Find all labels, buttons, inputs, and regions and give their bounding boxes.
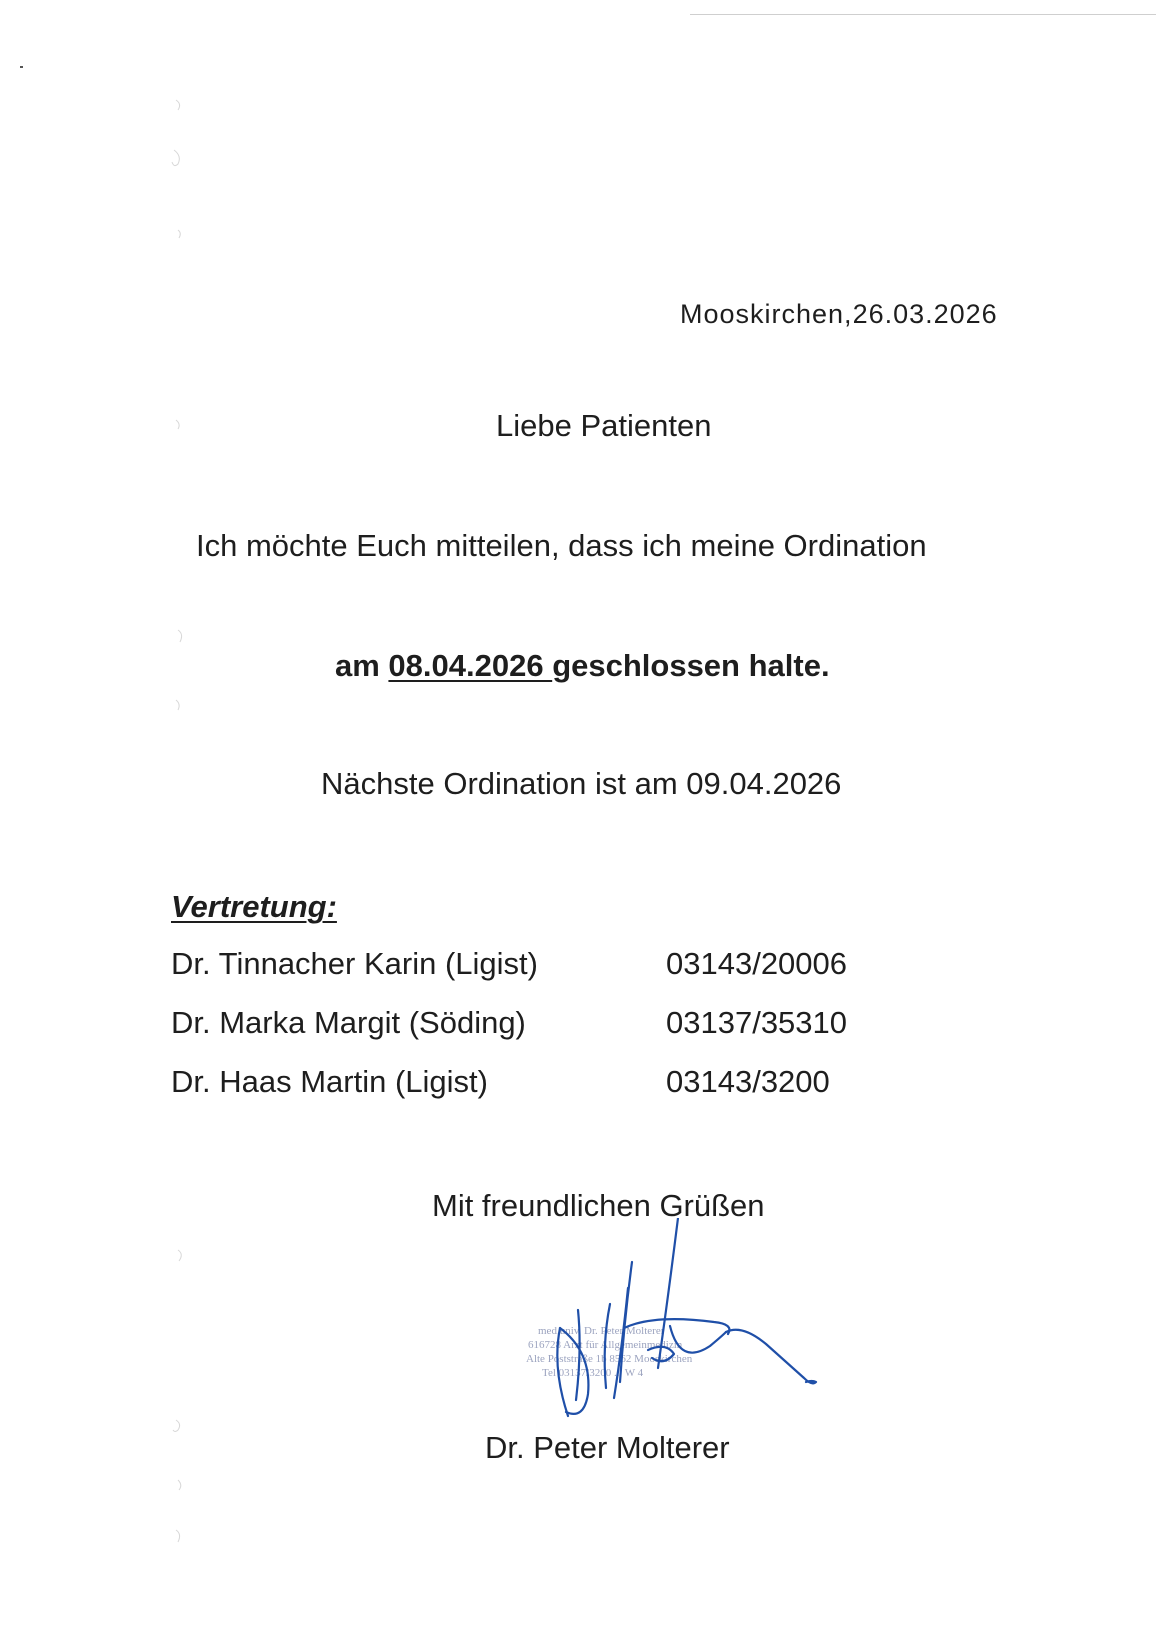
handwritten-signature-icon	[520, 1218, 850, 1418]
substitute-phone: 03143/3200	[666, 1064, 830, 1099]
substitute-row	[171, 1005, 931, 1064]
intro-text: Ich möchte Euch mitteilen, dass ich meine Ordination	[196, 528, 927, 563]
closure-prefix: am	[335, 648, 389, 683]
substitute-phone: 03143/20006	[666, 946, 848, 981]
substitute-phone: 03137/35310	[666, 1005, 848, 1040]
scan-edge-line	[690, 14, 1156, 15]
stamp-line-1: med.univ. Dr. Peter Molterer	[538, 1325, 665, 1337]
closing-phrase: Mit freundlichen Grüßen	[432, 1188, 765, 1223]
signatory-name: Dr. Peter Molterer	[485, 1430, 730, 1465]
date-line: Mooskirchen,26.03.2026	[680, 299, 998, 329]
substitute-name: Dr. Marka Margit (Söding)	[171, 1005, 526, 1040]
closure-notice	[335, 648, 830, 684]
substitute-name: Dr. Haas Martin (Ligist)	[171, 1064, 488, 1099]
substitute-row	[171, 1064, 931, 1123]
greeting: Liebe Patienten	[496, 408, 712, 443]
stamp-line-3: Alte Poststraße 1b 8562 Mooskirchen	[526, 1353, 693, 1365]
closure-date: 08.04.2026	[388, 648, 553, 683]
substitute-name: Dr. Tinnacher Karin (Ligist)	[171, 946, 538, 981]
substitutes-heading: Vertretung:	[171, 889, 337, 924]
signature-block	[520, 1218, 850, 1418]
substitute-row	[171, 946, 931, 1005]
substitutes-list	[171, 946, 931, 1123]
stamp-line-4: Tel 03137/3200 ... W 4	[542, 1367, 644, 1379]
scan-speck	[20, 66, 23, 68]
closure-suffix: geschlossen halte.	[552, 648, 830, 683]
punch-hole-marks-icon	[168, 90, 198, 1640]
next-opening: Nächste Ordination ist am 09.04.2026	[321, 766, 842, 801]
stamp-line-2: 616728 Arzt für Allgemeinmedizin	[528, 1339, 683, 1351]
